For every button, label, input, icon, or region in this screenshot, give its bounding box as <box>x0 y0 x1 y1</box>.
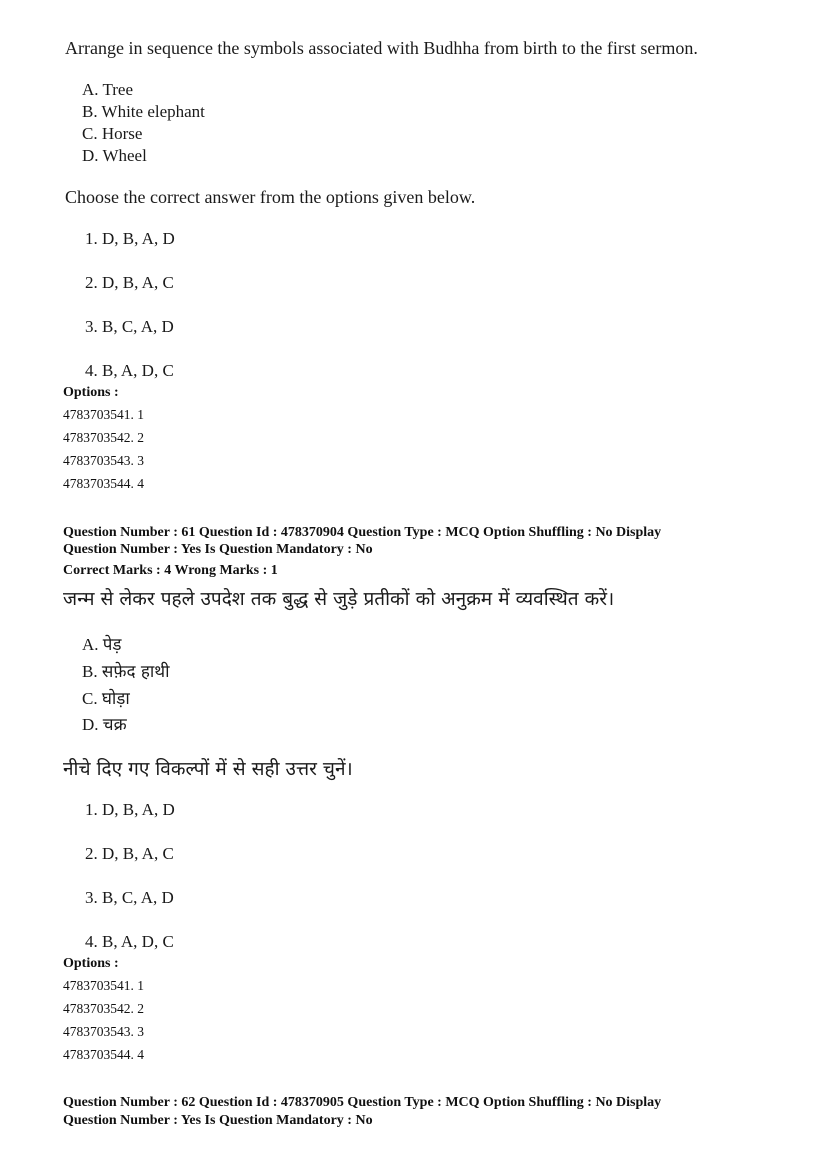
options-label: Options : <box>63 385 119 400</box>
hindi-option-id-2: 4783703542. 2 <box>63 1001 144 1016</box>
hindi-item-d-text: चक्र <box>102 715 127 735</box>
hindi-instruction-text: नीचे दिए गए विकल्पों में से सही उत्तर चुनें। <box>63 758 353 780</box>
hindi-choice-4: 4. B, A, D, C <box>85 932 174 951</box>
hindi-choice-3: 3. B, C, A, D <box>85 888 174 907</box>
item-c: C. Horse <box>82 124 143 143</box>
option-id-2: 4783703542. 2 <box>63 430 144 445</box>
question-60-text: Arrange in sequence the symbols associated with Budhha from birth to the first sermon. <box>65 38 698 58</box>
option-id-1: 4783703541. 1 <box>63 407 144 422</box>
hindi-choice-2: 2. D, B, A, C <box>85 844 174 863</box>
hindi-item-c-letter: C. <box>82 689 98 708</box>
hindi-item-d-letter: D. <box>82 715 99 734</box>
question-61-meta-line1: Question Number : 61 Question Id : 478370904 Question Type : MCQ Option Shuffling : No Display <box>63 525 662 540</box>
hindi-item-a <box>82 632 122 655</box>
hindi-option-id-1: 4783703541. 1 <box>63 978 144 993</box>
choice-3: 3. B, C, A, D <box>85 317 174 336</box>
item-a: A. Tree <box>82 80 134 99</box>
item-d: D. Wheel <box>82 146 147 165</box>
option-id-3: 4783703543. 3 <box>63 453 144 468</box>
hindi-option-id-3: 4783703543. 3 <box>63 1024 144 1039</box>
hindi-item-a-text: पेड़ <box>102 635 122 655</box>
choice-2: 2. D, B, A, C <box>85 273 174 292</box>
question-62-meta-line2: Question Number : Yes Is Question Mandatory : No <box>63 1113 373 1128</box>
hindi-item-d <box>82 712 127 735</box>
hindi-options-label: Options : <box>63 956 119 971</box>
choice-1: 1. D, B, A, D <box>85 229 175 248</box>
question-61-hindi-text: जन्म से लेकर पहले उपदेश तक बुद्ध से जुड़े प्रतीकों को अनुक्रम में व्यवस्थित करें। <box>63 588 615 610</box>
item-b: B. White elephant <box>82 102 205 121</box>
option-id-4: 4783703544. 4 <box>63 476 144 491</box>
hindi-option-id-4: 4783703544. 4 <box>63 1047 144 1062</box>
hindi-choice-1: 1. D, B, A, D <box>85 800 175 819</box>
hindi-item-b <box>82 659 170 682</box>
question-61-marks: Correct Marks : 4 Wrong Marks : 1 <box>63 563 278 578</box>
instruction-text: Choose the correct answer from the options given below. <box>65 187 476 207</box>
question-62-meta-line1: Question Number : 62 Question Id : 478370905 Question Type : MCQ Option Shuffling : No Display <box>63 1095 662 1110</box>
question-61-meta-line2: Question Number : Yes Is Question Mandatory : No <box>63 542 373 557</box>
hindi-item-c <box>82 686 130 709</box>
choice-4: 4. B, A, D, C <box>85 361 174 380</box>
hindi-item-c-text: घोड़ा <box>101 689 130 709</box>
hindi-item-b-letter: B. <box>82 662 98 681</box>
hindi-item-b-text: सफ़ेद हाथी <box>101 662 170 682</box>
hindi-item-a-letter: A. <box>82 635 99 654</box>
